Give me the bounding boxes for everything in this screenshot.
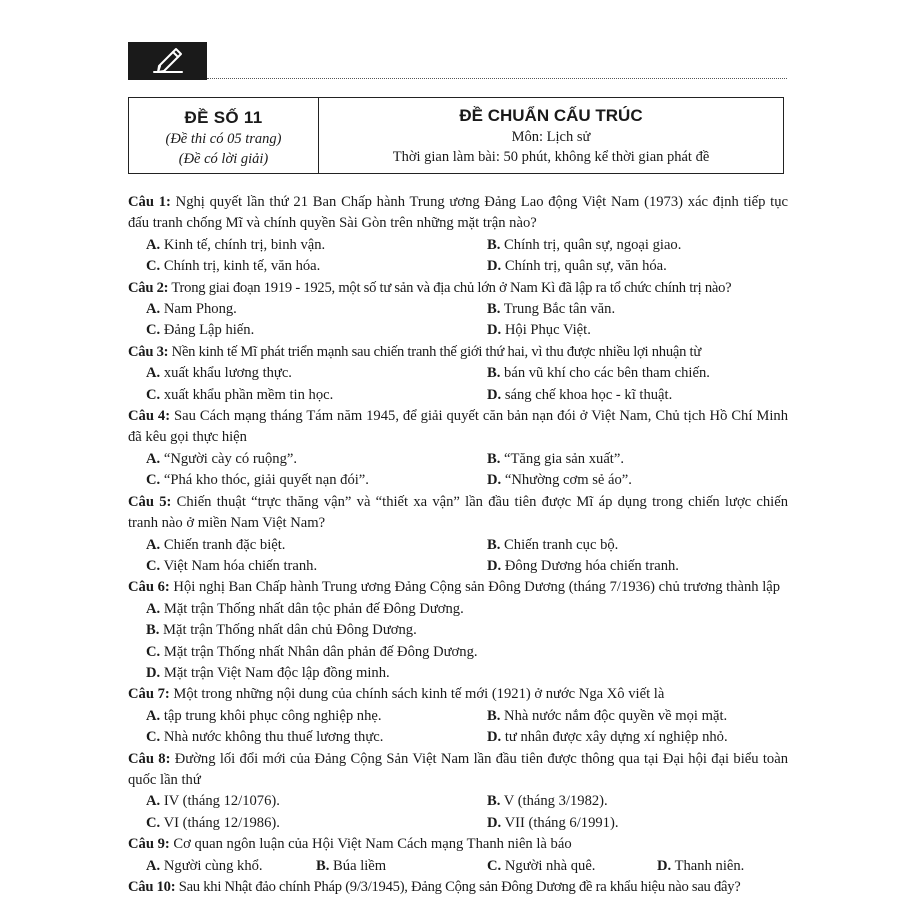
option [146,556,487,577]
option-key: D. [487,729,502,746]
option-text: tư nhân được xây dựng xí nghiệp nhỏ. [501,729,728,746]
question [128,877,788,898]
option [146,235,487,256]
option-text: V (tháng 3/1982). [500,793,608,810]
option [487,235,767,256]
option [487,320,767,341]
option [146,620,788,641]
option-key: A. [146,707,161,724]
option-text: Chiến tranh đặc biệt. [160,536,286,553]
option-key: B. [487,793,501,810]
option-key: C. [146,643,161,660]
option [487,856,657,877]
question [128,577,788,598]
option-key: D. [487,386,502,403]
option-text: sáng chế khoa học - kĩ thuật. [501,386,673,403]
option-grid [128,791,788,834]
exam-title: ĐỀ CHUẨN CẤU TRÚC [459,106,643,125]
option-text: “Nhường cơm sẻ áo”. [501,472,632,489]
exam-subject: Môn: Lịch sử [511,129,591,145]
question-text: Đường lối đổi mới của Đảng Cộng Sản Việt Nam lần đầu tiên được thông qua tại Đại hội đại biểu toàn quốc lần thứ [128,750,788,788]
option-text: Kinh tế, chính trị, binh vận. [160,236,326,253]
option [487,470,767,491]
exam-number: ĐỀ SỐ 11 [184,108,263,127]
option [146,470,487,491]
option-key: B. [146,622,160,639]
question [128,749,788,792]
question [128,834,788,855]
question-text: Hội nghị Ban Chấp hành Trung ương Đảng Cộng sản Đông Dương (tháng 7/1936) chủ trương thành lập [169,579,781,596]
option-key: C. [146,322,161,339]
option-key: A. [146,536,161,553]
option [657,856,744,877]
question-label: Câu 1: [128,194,171,210]
option [487,449,767,470]
option-text: “Người cày có ruộng”. [160,450,297,467]
option-grid [128,535,788,578]
question-text: Sau khi Nhật đảo chính Pháp (9/3/1945), Đảng Cộng sản Đông Dương đề ra khẩu hiệu nào sau đây? [175,879,741,895]
option-text: Việt Nam hóa chiến tranh. [160,557,318,574]
option-text: Nhà nước không thu thuế lương thực. [160,729,384,746]
option-key: B. [487,301,501,318]
option-key: B. [487,236,501,253]
option-key: D. [487,557,502,574]
question-text: Cơ quan ngôn luận của Hội Việt Nam Cách mạng Thanh niên là báo [169,836,572,853]
page-count-note: (Đề thi có 05 trang) [165,131,282,147]
option-key: D. [487,258,502,275]
option [146,385,487,406]
question-text: Nền kinh tế Mĩ phát triển mạnh sau chiến tranh thế giới thứ hai, vì thu được nhiều lợi nhuận từ [168,343,702,360]
option [146,791,487,812]
option [146,663,788,684]
option-text: Trung Bắc tân văn. [500,301,616,318]
option-key: C. [487,857,502,874]
question-label: Câu 5: [128,493,172,510]
exam-header-left [129,98,319,173]
option-grid [128,706,788,749]
option-key: D. [487,322,502,339]
option [487,706,767,727]
option-key: D. [487,472,502,489]
question-text: Một trong những nội dung của chính sách kinh tế mới (1921) ở nước Nga Xô viết là [169,686,665,703]
option-text: Mặt trận Thống nhất Nhân dân phản đế Đông Dương. [160,643,478,660]
option-text: Mặt trận Việt Nam độc lập đồng minh. [160,664,390,681]
question-label: Câu 8: [128,750,171,767]
option-text: “Phá kho thóc, giải quyết nạn đói”. [160,472,369,489]
question-label: Câu 6: [128,579,170,596]
option-grid [128,299,788,342]
option-text: IV (tháng 12/1076). [160,793,280,810]
exam-header [128,97,784,174]
question-text: Sau Cách mạng tháng Tám năm 1945, để giải quyết căn bản nạn đói ở Việt Nam, Chủ tịch Hồ Chí Minh đã kêu gọi thực hiện [128,408,788,446]
option-text: Thanh niên. [671,857,745,874]
option [146,642,788,663]
option-text: VI (tháng 12/1986). [160,814,280,831]
option-grid [128,235,788,278]
option-text: Người cùng khổ. [160,857,263,874]
option-key: A. [146,365,161,382]
question-text: Nghị quyết lần thứ 21 Ban Chấp hành Trung ương Đảng Lao động Việt Nam (1973) xác định tiếp tục đấu tranh chống Mĩ và chính quyền Sài Gòn trên những mặt trận nào? [128,194,788,232]
option [146,535,487,556]
option-key: B. [487,536,501,553]
option-key: D. [487,814,502,831]
dotted-rule [207,78,787,79]
option-key: B. [487,707,501,724]
option-key: A. [146,600,161,617]
option-key: C. [146,386,161,403]
option [487,256,767,277]
option-list [128,599,788,685]
option-text: Chính trị, quân sự, văn hóa. [501,258,667,275]
option [146,706,487,727]
option [487,813,767,834]
option-key: C. [146,814,161,831]
option-key: D. [657,857,672,874]
option-grid [128,449,788,492]
option-key: C. [146,729,161,746]
option [146,299,487,320]
question-text: Chiến thuật “trực thăng vận” và “thiết xa vận” lần đầu tiên được Mĩ áp dụng trong chiến lược chiến tranh nào ở miền Nam Việt Nam? [128,493,788,532]
question-label: Câu 4: [128,408,171,425]
option [146,363,487,384]
option-grid [128,363,788,406]
question [128,406,788,449]
option [146,813,487,834]
question [128,492,788,535]
option [146,320,487,341]
option-key: A. [146,793,161,810]
option [146,727,487,748]
option [487,727,767,748]
option-text: “Tăng gia sản xuất”. [500,450,624,467]
option-text: Nhà nước nắm độc quyền về mọi mặt. [500,707,728,724]
option-text: Nam Phong. [160,301,237,318]
option-text: Mặt trận Thống nhất dân tộc phản đế Đông Dương. [160,600,464,617]
option [316,856,487,877]
option-text: xuất khẩu phần mềm tin học. [160,386,334,403]
option-row [128,856,788,877]
option-text: Đảng Lập hiến. [160,322,255,339]
option-key: A. [146,301,161,318]
option [146,256,487,277]
question [128,684,788,705]
question-label: Câu 10: [128,879,176,895]
exam-time: Thời gian làm bài: 50 phút, không kể thời gian phát đề [392,149,710,165]
option-key: A. [146,450,161,467]
question [128,278,788,299]
question-label: Câu 2: [128,279,169,296]
exam-header-right [319,98,783,173]
option-key: C. [146,258,161,275]
option-text: Chính trị, kinh tế, văn hóa. [160,258,321,275]
option-text: Mặt trận Thống nhất dân chủ Đông Dương. [159,622,417,639]
option-key: A. [146,857,161,874]
option [487,535,767,556]
option [146,856,316,877]
option-text: xuất khẩu lương thực. [160,365,292,382]
question [128,192,788,235]
option-text: Người nhà quê. [501,857,596,874]
option-text: tập trung khôi phục công nghiệp nhẹ. [160,707,382,724]
option-key: B. [487,365,501,382]
option [487,299,767,320]
option [146,599,788,620]
option-text: Đông Dương hóa chiến tranh. [501,557,679,574]
option-key: B. [316,857,330,874]
option [487,363,767,384]
option-text: Chính trị, quân sự, ngoại giao. [500,236,682,253]
option-key: C. [146,472,161,489]
option-text: bán vũ khí cho các bên tham chiến. [500,365,710,382]
pencil-badge [128,42,207,80]
solution-note: (Đề có lời giải) [178,151,269,167]
option [487,385,767,406]
option-key: A. [146,236,161,253]
question [128,342,788,363]
option-text: Hội Phục Việt. [501,322,591,339]
option-text: VII (tháng 6/1991). [501,814,619,831]
option-text: Búa liềm [329,857,387,874]
option [146,449,487,470]
question-label: Câu 9: [128,836,170,853]
question-label: Câu 7: [128,686,170,703]
option [487,791,767,812]
question-list [128,192,788,898]
option-key: C. [146,557,161,574]
pencil-icon [150,44,186,79]
option-text: Chiến tranh cục bộ. [500,536,619,553]
question-text: Trong giai đoạn 1919 - 1925, một số tư sản và địa chủ lớn ở Nam Kì đã lập ra tổ chức chính trị nào? [168,279,732,296]
option-key: B. [487,450,501,467]
question-label: Câu 3: [128,343,169,360]
option-key: D. [146,664,161,681]
option [487,556,767,577]
